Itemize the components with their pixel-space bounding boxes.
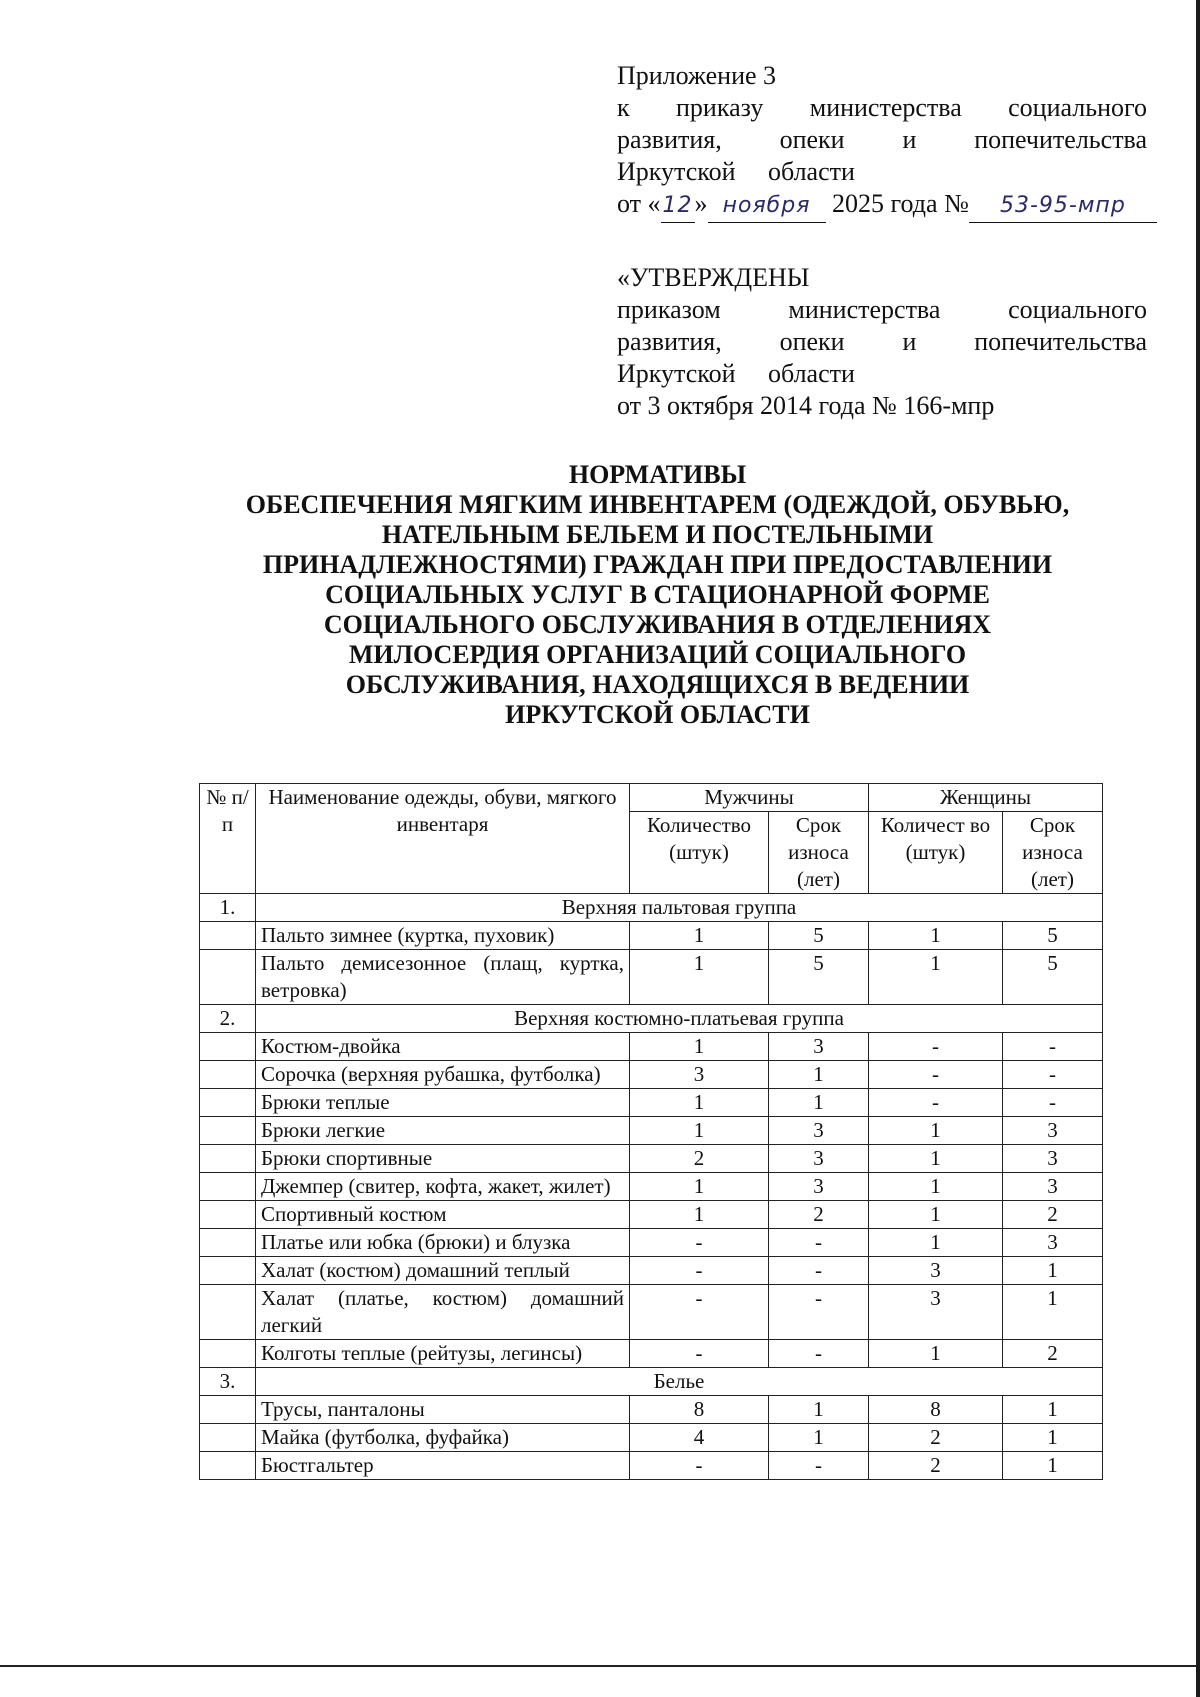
handwritten-order-number: 53-95-мпр [969, 190, 1157, 223]
group-row [200, 1005, 1103, 1033]
table-row [200, 1285, 1103, 1340]
men-wear-period: - [769, 1340, 869, 1368]
table-row [200, 1173, 1103, 1201]
women-quantity: 8 [869, 1396, 1003, 1424]
women-wear-period: 3 [1003, 1173, 1103, 1201]
women-wear-period: 1 [1003, 1452, 1103, 1480]
women-quantity: - [869, 1061, 1003, 1089]
title-line: НОРМАТИВЫ [568, 460, 747, 489]
table-row [200, 1396, 1103, 1424]
women-wear-period: - [1003, 1033, 1103, 1061]
men-wear-period: - [769, 1285, 869, 1340]
men-wear-period: 5 [769, 950, 869, 1005]
women-wear-period: 1 [1003, 1285, 1103, 1340]
women-quantity: 1 [869, 950, 1003, 1005]
men-quantity: 3 [630, 1061, 769, 1089]
men-wear-period: 3 [769, 1117, 869, 1145]
item-name: Сорочка (верхняя рубашка, футболка) [256, 1061, 630, 1089]
title-line: ОБСЛУЖИВАНИЯ, НАХОДЯЩИХСЯ В ВЕДЕНИИ [345, 670, 970, 699]
approved-line-3: Иркутской области [617, 359, 855, 388]
group-title: Верхняя костюмно-платьевая группа [256, 1005, 1103, 1033]
item-name: Джемпер (свитер, кофта, жакет, жилет) [256, 1173, 630, 1201]
women-wear-period: 1 [1003, 1257, 1103, 1285]
women-quantity: 3 [869, 1285, 1003, 1340]
table-row [200, 950, 1103, 1005]
row-number [200, 1061, 256, 1089]
women-wear-period: 1 [1003, 1396, 1103, 1424]
title-line: СОЦИАЛЬНОГО ОБСЛУЖИВАНИЯ В ОТДЕЛЕНИЯХ [323, 610, 992, 639]
item-name: Трусы, панталоны [256, 1396, 630, 1424]
approved-line-4: от 3 октября 2014 года № 166-мпр [617, 391, 995, 420]
men-quantity: 1 [630, 922, 769, 950]
men-quantity: - [630, 1257, 769, 1285]
item-name: Халат (костюм) домашний теплый [256, 1257, 630, 1285]
women-wear-period: 3 [1003, 1145, 1103, 1173]
row-number [200, 1257, 256, 1285]
table-row [200, 1424, 1103, 1452]
row-number [200, 1285, 256, 1340]
men-quantity: - [630, 1452, 769, 1480]
women-wear-period: - [1003, 1061, 1103, 1089]
women-wear-period: 3 [1003, 1117, 1103, 1145]
women-quantity: 1 [869, 1229, 1003, 1257]
item-name: Пальто демисезонное (плащ, куртка, ветровка) [256, 950, 630, 1005]
row-number [200, 1117, 256, 1145]
norms-table [199, 783, 1103, 1480]
header-men-wear: Срок износа (лет) [769, 812, 869, 894]
table-row [200, 1201, 1103, 1229]
item-name: Бюстгальтер [256, 1452, 630, 1480]
approved-line-1: приказом министерства социального [617, 295, 1148, 324]
title-line: СОЦИАЛЬНЫХ УСЛУГ В СТАЦИОНАРНОЙ ФОРМЕ [325, 580, 990, 609]
table-row [200, 1452, 1103, 1480]
row-number [200, 1340, 256, 1368]
men-wear-period: - [769, 1229, 869, 1257]
women-quantity: - [869, 1089, 1003, 1117]
item-name: Брюки спортивные [256, 1145, 630, 1173]
women-wear-period: - [1003, 1089, 1103, 1117]
men-quantity: 1 [630, 1117, 769, 1145]
men-wear-period: 3 [769, 1033, 869, 1061]
title-line: ПРИНАДЛЕЖНОСТЯМИ) ГРАЖДАН ПРИ ПРЕДОСТАВЛЕНИИ [262, 550, 1053, 579]
item-name: Халат (платье, костюм) домашний легкий [256, 1285, 630, 1340]
group-title: Верхняя пальтовая группа [256, 894, 1103, 922]
appendix-line-1: к приказу министерства социального [617, 93, 1148, 122]
group-row [200, 894, 1103, 922]
table-row [200, 1229, 1103, 1257]
women-wear-period: 1 [1003, 1424, 1103, 1452]
item-name: Спортивный костюм [256, 1201, 630, 1229]
women-quantity: 1 [869, 922, 1003, 950]
group-number: 2. [200, 1005, 256, 1033]
appendix-line-2: развития, опеки и попечительства [617, 125, 1148, 154]
men-quantity: - [630, 1285, 769, 1340]
appendix-line-3: Иркутской области [617, 157, 855, 186]
table-row [200, 1340, 1103, 1368]
men-wear-period: 1 [769, 1424, 869, 1452]
women-quantity: 3 [869, 1257, 1003, 1285]
row-number [200, 1229, 256, 1257]
norms-table-header [200, 784, 1103, 894]
item-name: Брюки легкие [256, 1117, 630, 1145]
men-quantity: 1 [630, 1201, 769, 1229]
men-quantity: 8 [630, 1396, 769, 1424]
men-quantity: 1 [630, 1033, 769, 1061]
row-number [200, 1089, 256, 1117]
men-wear-period: 1 [769, 1396, 869, 1424]
men-wear-period: - [769, 1257, 869, 1285]
table-row [200, 1089, 1103, 1117]
row-number [200, 922, 256, 950]
approved-title: «УТВЕРЖДЕНЫ [617, 263, 810, 292]
men-quantity: 1 [630, 1089, 769, 1117]
page-bottom-rule [0, 1665, 1196, 1667]
header-men: Мужчины [630, 784, 869, 812]
appendix-date-line: от «12» ноября 2025 года № 53-95-мпр [617, 188, 1147, 223]
title-line: НАТЕЛЬНЫМ БЕЛЬЕМ И ПОСТЕЛЬНЫМИ [381, 520, 934, 549]
women-wear-period: 5 [1003, 922, 1103, 950]
header-women: Женщины [869, 784, 1103, 812]
women-quantity: 1 [869, 1117, 1003, 1145]
men-wear-period: 1 [769, 1089, 869, 1117]
group-row [200, 1368, 1103, 1396]
row-number [200, 1452, 256, 1480]
row-number [200, 1201, 256, 1229]
women-quantity: - [869, 1033, 1003, 1061]
row-number [200, 1424, 256, 1452]
men-quantity: 4 [630, 1424, 769, 1452]
header-men-qty: Количество (штук) [630, 812, 769, 894]
title-line: ИРКУТСКОЙ ОБЛАСТИ [505, 700, 810, 729]
men-wear-period: 2 [769, 1201, 869, 1229]
header-women-qty: Количест во (штук) [869, 812, 1003, 894]
men-wear-period: 5 [769, 922, 869, 950]
item-name: Брюки теплые [256, 1089, 630, 1117]
item-name: Платье или юбка (брюки) и блузка [256, 1229, 630, 1257]
men-quantity: 1 [630, 1173, 769, 1201]
item-name: Майка (футболка, фуфайка) [256, 1424, 630, 1452]
row-number [200, 1396, 256, 1424]
header-name: Наименование одежды, обуви, мягкого инвентаря [256, 784, 630, 894]
title-line: ОБЕСПЕЧЕНИЯ МЯГКИМ ИНВЕНТАРЕМ (ОДЕЖДОЙ, ОБУВЬЮ, [245, 490, 1070, 519]
approved-block [617, 262, 1147, 422]
table-row [200, 922, 1103, 950]
men-wear-period: 3 [769, 1145, 869, 1173]
item-name: Колготы теплые (рейтузы, легинсы) [256, 1340, 630, 1368]
men-wear-period: 3 [769, 1173, 869, 1201]
appendix-title: Приложение 3 [617, 61, 777, 90]
men-wear-period: - [769, 1452, 869, 1480]
men-quantity: - [630, 1340, 769, 1368]
men-quantity: 1 [630, 950, 769, 1005]
table-row [200, 1257, 1103, 1285]
row-number [200, 1145, 256, 1173]
handwritten-day: 12 [661, 190, 695, 223]
group-number: 3. [200, 1368, 256, 1396]
handwritten-month: ноября [708, 190, 826, 223]
table-row [200, 1033, 1103, 1061]
women-quantity: 1 [869, 1173, 1003, 1201]
women-quantity: 1 [869, 1340, 1003, 1368]
women-wear-period: 2 [1003, 1340, 1103, 1368]
table-row [200, 1145, 1103, 1173]
item-name: Костюм-двойка [256, 1033, 630, 1061]
header-num: № п/п [200, 784, 256, 894]
table-row [200, 1061, 1103, 1089]
row-number [200, 950, 256, 1005]
group-number: 1. [200, 894, 256, 922]
women-quantity: 1 [869, 1201, 1003, 1229]
women-wear-period: 2 [1003, 1201, 1103, 1229]
document-title [190, 460, 1125, 730]
women-quantity: 2 [869, 1424, 1003, 1452]
men-wear-period: 1 [769, 1061, 869, 1089]
row-number [200, 1173, 256, 1201]
men-quantity: - [630, 1229, 769, 1257]
women-wear-period: 5 [1003, 950, 1103, 1005]
women-quantity: 1 [869, 1145, 1003, 1173]
approved-line-2: развития, опеки и попечительства [617, 327, 1148, 356]
title-line: МИЛОСЕРДИЯ ОРГАНИЗАЦИЙ СОЦИАЛЬНОГО [348, 640, 967, 669]
group-title: Белье [256, 1368, 1103, 1396]
header-women-wear: Срок износа (лет) [1003, 812, 1103, 894]
norms-table-body [200, 894, 1103, 1480]
women-wear-period: 3 [1003, 1229, 1103, 1257]
page-right-edge [1196, 0, 1200, 1697]
men-quantity: 2 [630, 1145, 769, 1173]
item-name: Пальто зимнее (куртка, пуховик) [256, 922, 630, 950]
row-number [200, 1033, 256, 1061]
table-row [200, 1117, 1103, 1145]
appendix-header [617, 60, 1147, 223]
women-quantity: 2 [869, 1452, 1003, 1480]
